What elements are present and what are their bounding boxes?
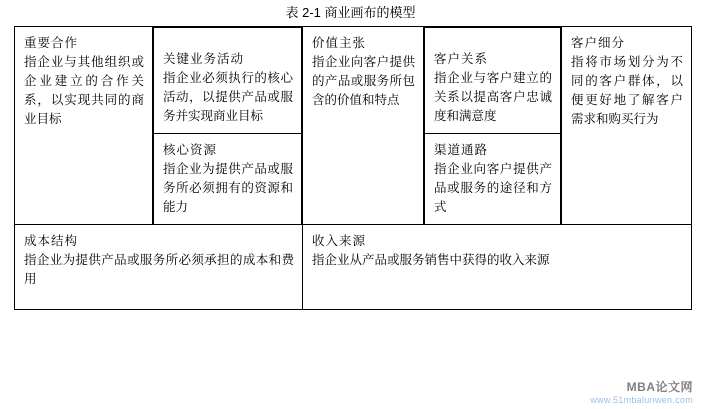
watermark-main-text: MBA论文网 <box>626 380 693 394</box>
key-partners-desc: 指企业与其他组织或企业建立的合作关系，以实现共同的商业目标 <box>24 55 144 126</box>
block-customer-segments <box>571 34 683 129</box>
key-activities-title: 关键业务活动 <box>163 52 245 66</box>
revenue-streams-desc: 指企业从产品或服务销售中获得的收入来源 <box>312 253 550 267</box>
middle-bottom-row <box>154 134 302 225</box>
customer-relationships-title: 客户关系 <box>434 52 489 66</box>
middle-top-row <box>154 28 302 134</box>
revenue-streams-title: 收入来源 <box>312 234 367 248</box>
canvas-main-row <box>15 27 692 225</box>
watermark <box>590 381 693 407</box>
customer-segments-title: 客户细分 <box>571 36 626 50</box>
key-resources-title: 核心资源 <box>163 143 218 157</box>
cost-structure-title: 成本结构 <box>24 234 79 248</box>
key-activities-desc: 指企业必须执行的核心活动，以提供产品或服务并实现商业目标 <box>163 71 293 123</box>
block-value-proposition <box>312 34 415 110</box>
cell-customer-segments <box>562 27 692 225</box>
channels-title: 渠道通路 <box>434 143 489 157</box>
key-resources-desc: 指企业为提供产品或服务所必须拥有的资源和能力 <box>163 162 293 214</box>
channels-desc: 指企业向客户提供产品或服务的途径和方式 <box>434 162 552 214</box>
right-split-table <box>424 27 561 224</box>
middle-split-table <box>153 27 302 224</box>
customer-segments-desc: 指将市场划分为不同的客户群体，以便更好地了解客户需求和购买行为 <box>571 55 683 126</box>
right-bottom-row <box>425 134 561 225</box>
table-caption: 表 2-1 商业画布的模型 <box>285 5 416 20</box>
canvas-bottom-row <box>15 225 692 310</box>
right-top-row <box>425 28 561 134</box>
cell-key-activities-resources <box>153 27 303 225</box>
customer-relationships-desc: 指企业与客户建立的关系以提高客户忠诚度和满意度 <box>434 71 552 123</box>
cell-customer-relationships <box>425 28 561 134</box>
watermark-url-text: www.51mbalunwen.com <box>590 395 693 405</box>
cell-relationships-channels <box>424 27 562 225</box>
cell-value-proposition <box>303 27 424 225</box>
cell-revenue-streams <box>303 225 692 310</box>
cell-channels <box>425 134 561 225</box>
cell-key-partners <box>15 27 153 225</box>
cell-key-resources <box>154 134 302 225</box>
block-key-partners <box>24 34 144 129</box>
business-model-canvas-table <box>14 26 692 310</box>
cost-structure-desc: 指企业为提供产品或服务所必须承担的成本和费用 <box>24 253 294 286</box>
cell-cost-structure <box>15 225 303 310</box>
value-proposition-title: 价值主张 <box>312 36 367 50</box>
value-proposition-desc: 指企业向客户提供的产品或服务所包含的价值和特点 <box>312 55 415 107</box>
key-partners-title: 重要合作 <box>24 36 79 50</box>
cell-key-activities <box>154 28 302 134</box>
